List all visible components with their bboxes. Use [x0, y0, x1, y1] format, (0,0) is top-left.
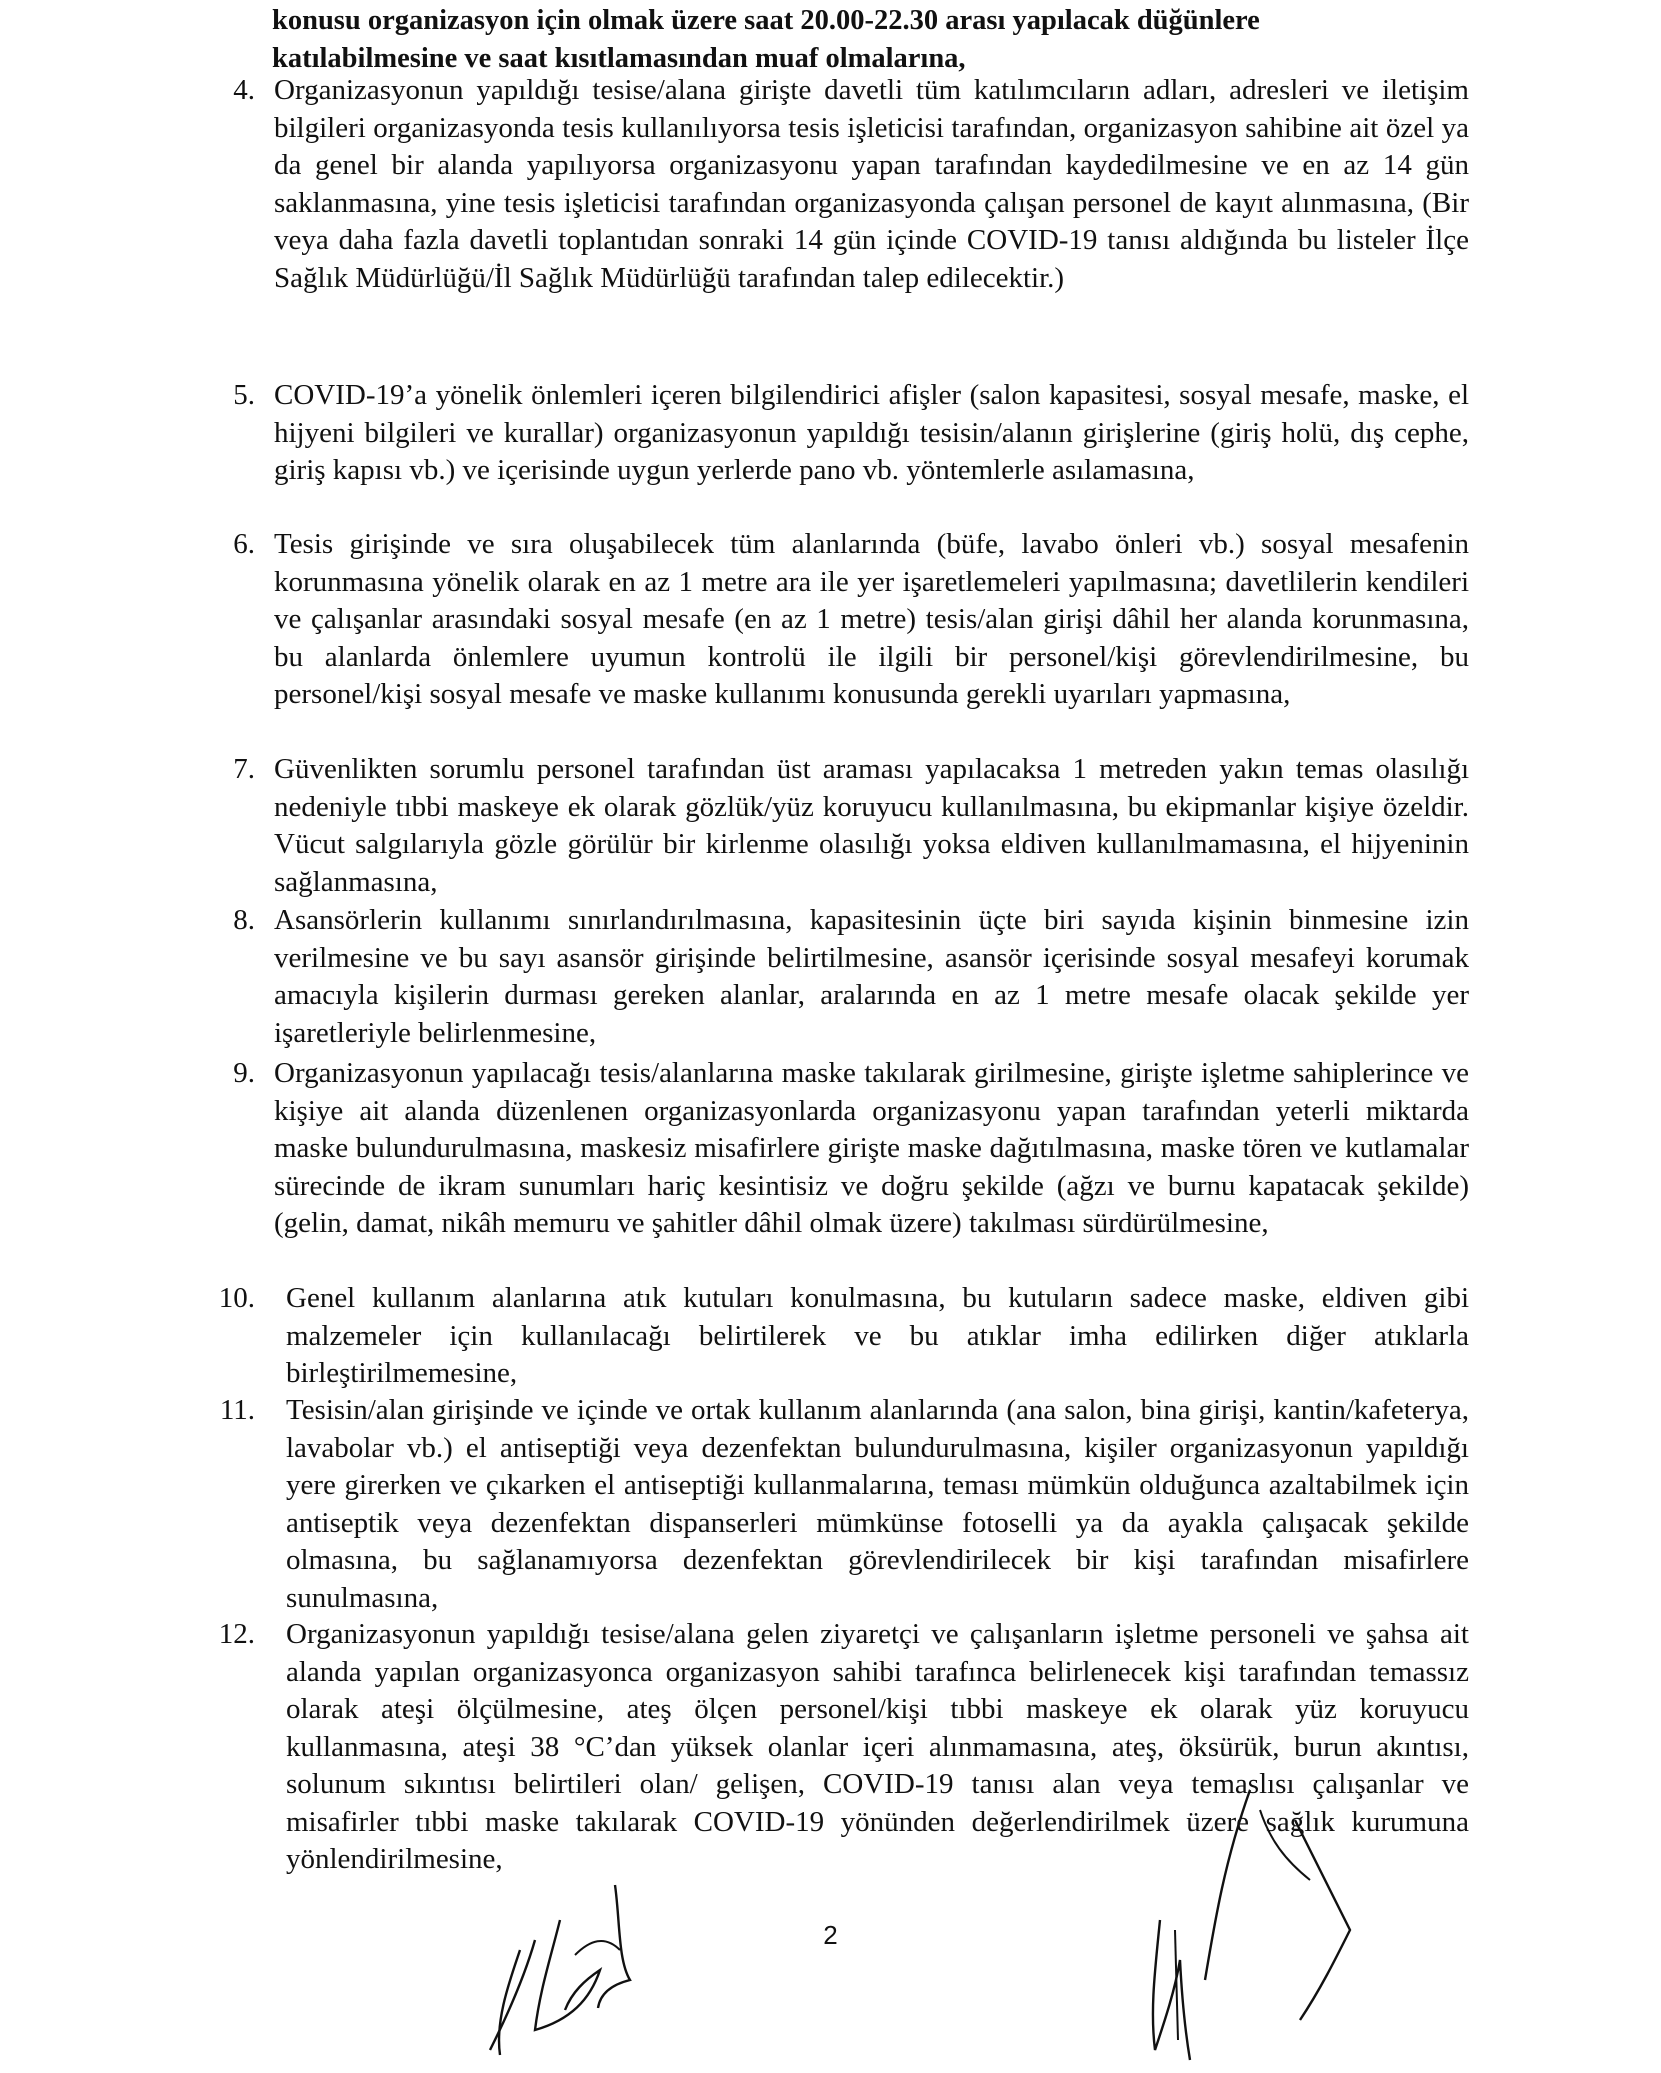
list-item-text: COVID-19’a yönelik önlemleri içeren bilgilendirici afişler (salon kapasitesi, sosyal mesafe, maske, el hijyeni bilgileri ve kurallar) organizasyonun yapıldığı tesisin/alanın girişlerine (giriş holü, dış cephe, giriş kapısı vb.) ve içerisinde uygun yerlerde pano vb. yöntemlerle asılamasına,: [274, 379, 1469, 486]
list-item-text: Organizasyonun yapılacağı tesis/alanlarına maske takılarak girilmesine, girişte işletme sahiplerince ve kişiye ait alanda düzenlenen organizasyonlarda organizasyonu yapan tarafından yeterli miktarda maske bulundurulmasına, maskesiz misafirlere girişte maske dağıtılmasına, maske tören ve kutlamalar sürecinde de ikram sunumları hariç kesintisiz ve doğru şekilde (ağzı ve burnu kapatacak şekilde)(gelin, damat, nikâh memuru ve şahitler dâhil olmak üzere) takılması sürdürülmesine,: [274, 1057, 1469, 1239]
list-item-number: 12.: [218, 1618, 255, 1650]
intro-line-2: katılabilmesine ve saat kısıtlamasından muaf olmalarına,: [272, 43, 966, 74]
list-item-number: 11.: [219, 1394, 255, 1426]
signature-left: [480, 1880, 680, 2070]
intro-paragraph: [272, 2, 1472, 78]
list-item-number: 10.: [218, 1282, 255, 1314]
list-item-number: 9.: [233, 1057, 255, 1089]
list-item-text: Tesisin/alan girişinde ve içinde ve ortak kullanım alanlarında (ana salon, bina girişi, kantin/kafeterya, lavabolar vb.) el antiseptiği veya dezenfektan bulundurulmasına, kişiler organizasyonun yapıldığı yere girerken ve çıkarken el antiseptiği kullanmalarına, teması mümkün olduğunca azaltabilmek için antiseptik veya dezenfektan dispanserleri mümkünse fotoselli ya da ayakla çalışacak şekilde olmasına, bu sağlanamıyorsa dezenfektan görevlendirilecek bir kişi tarafından misafirlere sunulmasına,: [286, 1394, 1469, 1614]
intro-line-1: konusu organizasyon için olmak üzere saat 20.00-22.30 arası yapılacak düğünlere: [272, 5, 1260, 36]
list-item-text: Asansörlerin kullanımı sınırlandırılmasına, kapasitesinin üçte biri sayıda kişinin binmesine izin verilmesine ve bu sayı asansör girişinde belirtilmesine, asansör içerisinde sosyal mesafeyi korumak amacıyla kişilerin durması gereken alanlar, aralarında en az 1 metre mesafe olacak şekilde yer işaretleriyle belirlenmesine,: [274, 904, 1469, 1049]
list-item-number: 5.: [233, 379, 255, 411]
list-item-number: 4.: [233, 74, 255, 106]
page-number: 2: [823, 1920, 838, 1950]
list-item-text: Organizasyonun yapıldığı tesise/alana girişte davetli tüm katılımcıların adları, adresleri ve iletişim bilgileri organizasyonda tesis kullanılıyorsa tesis işleticisi tarafından, organizasyon sahibine ait özel ya da genel bir alanda yapılıyorsa organizasyonu yapan tarafından kaydedilmesine ve en az 14 gün saklanmasına, yine tesis işleticisi tarafından organizasyonda çalışan personel de kayıt alınmasına, (Bir veya daha fazla davetli toplantıdan sonraki 14 gün içinde COVID-19 tanısı aldığında bu listeler İlçe Sağlık Müdürlüğü/İl Sağlık Müdürlüğü tarafından talep edilecektir.): [274, 74, 1469, 294]
signature-right: [1120, 1780, 1380, 2070]
list-item-number: 6.: [233, 528, 255, 560]
list-item-text: Güvenlikten sorumlu personel tarafından üst araması yapılacaksa 1 metreden yakın temas olasılığı nedeniyle tıbbi maskeye ek olarak gözlük/yüz koruyucu kullanılmasına, bu ekipmanlar kişiye özeldir. Vücut salgılarıyla gözle görülür bir kirlenme olasılığı yoksa eldiven kullanılmamasına, el hijyeninin sağlanmasına,: [274, 753, 1469, 898]
list-item-text: Organizasyonun yapıldığı tesise/alana gelen ziyaretçi ve çalışanların işletme personeli ve şahsa ait alanda yapılan organizasyonca organizasyon sahibi tarafınca belirlenecek kişi tarafından temassız olarak ateşi ölçülmesine, ateş ölçen personel/kişi tıbbi maskeye ek olarak yüz koruyucu kullanmasına, ateşi 38 °C’dan yüksek olanlar içeri alınmamasına, ateş, öksürük, burun akıntısı, solunum sıkıntısı belirtileri olan/ gelişen, COVID-19 tanısı alan veya temaslısı çalışanlar ve misafirler tıbbi maske takılarak COVID-19 yönünden değerlendirilmek üzere sağlık kurumuna yönlendirilmesine,: [286, 1618, 1469, 1875]
list-item-text: Tesis girişinde ve sıra oluşabilecek tüm alanlarında (büfe, lavabo önleri vb.) sosyal mesafenin korunmasına yönelik olarak en az 1 metre ara ile yer işaretlemeleri yapılmasına; davetlilerin kendileri ve çalışanlar arasındaki sosyal mesafe (en az 1 metre) tesis/alan girişi dâhil her alanda korunmasına, bu alanlarda önlemlere uyumun kontrolü ile ilgili bir personel/kişi görevlendirilmesine, bu personel/kişi sosyal mesafe ve maske kullanımı konusunda gerekli uyarıları yapmasına,: [274, 528, 1469, 710]
list-item-text: Genel kullanım alanlarına atık kutuları konulmasına, bu kutuların sadece maske, eldiven gibi malzemeler için kullanılacağı belirtilerek ve bu atıklar imha edilirken diğer atıklarla birleştirilmemesine,: [286, 1282, 1469, 1389]
list-item-number: 7.: [233, 753, 255, 785]
list-item-number: 8.: [233, 904, 255, 936]
